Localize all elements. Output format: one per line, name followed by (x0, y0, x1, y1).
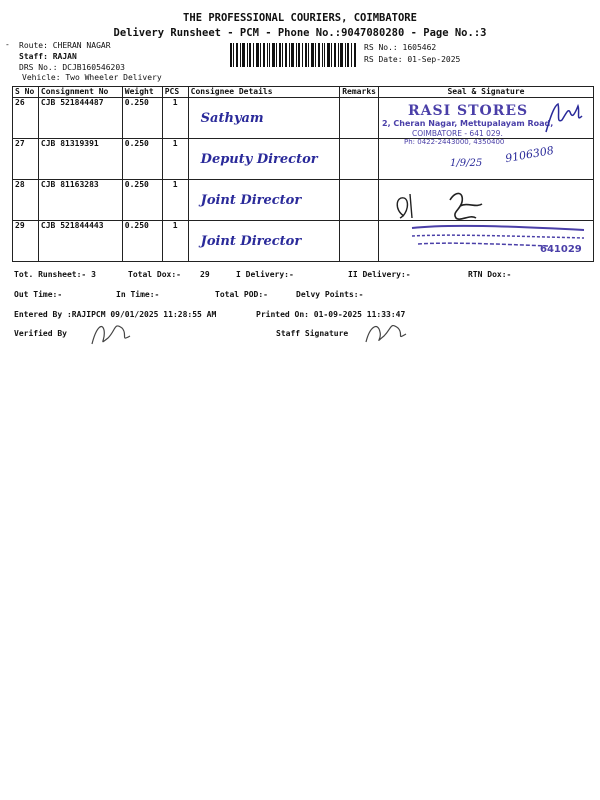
col-header-sno: S No (13, 87, 39, 98)
cell-sno: 27 (13, 139, 39, 180)
cell-consignment: CJB 81163283 (38, 180, 122, 221)
cell-sno: 26 (13, 98, 39, 139)
route-label: Route: CHERAN NAGAR (19, 41, 111, 50)
margin-dash: - (5, 40, 10, 49)
cell-consignment: CJB 521844487 (38, 98, 122, 139)
store-stamp-name: RASI STORES (408, 103, 529, 119)
barcode (230, 43, 358, 67)
col-header-seal-signature: Seal & Signature (378, 87, 593, 98)
cell-weight: 0.250 (122, 139, 162, 180)
staff-label: Staff: RAJAN (19, 52, 77, 61)
rtn-dox: RTN Dox:- (468, 270, 512, 279)
cell-remarks (340, 98, 379, 139)
verified-by: Verified By (14, 329, 67, 338)
delvy-points: Delvy Points:- (296, 290, 364, 299)
entered-by: Entered By :RAJIPCM 09/01/2025 11:28:55 AM (14, 310, 217, 319)
cell-remarks (340, 180, 379, 221)
cell-pcs: 1 (162, 180, 188, 221)
in-time: In Time:- (116, 290, 160, 299)
cell-consignee (188, 139, 340, 180)
consignee-handwriting: Deputy Director (200, 151, 318, 167)
total-pod: Total POD:- (215, 290, 268, 299)
i-delivery: I Delivery:- (236, 270, 294, 279)
signature-row1 (540, 98, 588, 138)
page-title: THE PROFESSIONAL COURIERS, COIMBATORE (183, 12, 417, 24)
col-header-weight: Weight (122, 87, 162, 98)
total-dox-label: Total Dox:- (128, 270, 181, 279)
drs-label: DRS No.: DCJB160546203 (19, 63, 125, 72)
tamil-stamp-pin: 641029 (540, 244, 582, 255)
vehicle-label: Vehicle: Two Wheeler Delivery (22, 73, 162, 82)
cell-sno: 28 (13, 180, 39, 221)
cell-weight: 0.250 (122, 180, 162, 221)
consignee-handwriting: Joint Director (200, 233, 302, 249)
total-dox-value: 29 (200, 270, 210, 279)
verified-signature (86, 318, 136, 350)
cell-sno: 29 (13, 221, 39, 262)
cell-consignment: CJB 81319391 (38, 139, 122, 180)
consignee-handwriting: Sathyam (200, 110, 264, 126)
out-time: Out Time:- (14, 290, 63, 299)
rs-date: RS Date: 01-Sep-2025 (364, 55, 461, 64)
staff-signature (360, 318, 410, 348)
printed-on: Printed On: 01-09-2025 11:33:47 (256, 310, 406, 319)
consignee-handwriting: Joint Director (200, 192, 302, 208)
col-header-consignee: Consignee Details (188, 87, 340, 98)
page-subtitle: Delivery Runsheet - PCM - Phone No.:9047080280 - Page No.:3 (113, 27, 487, 39)
tot-runsheet: Tot. Runsheet:- 3 (14, 270, 96, 279)
handwritten-number: 9106308 (504, 143, 555, 166)
col-header-consignment: Consignment No (38, 87, 122, 98)
cell-remarks (340, 221, 379, 262)
ii-delivery: II Delivery:- (348, 270, 411, 279)
staff-signature-label: Staff Signature (276, 329, 349, 338)
cell-weight: 0.250 (122, 221, 162, 262)
cell-pcs: 1 (162, 221, 188, 262)
col-header-remarks: Remarks (340, 87, 379, 98)
cell-consignee (188, 180, 340, 221)
table-header-row (13, 87, 594, 98)
cell-pcs: 1 (162, 98, 188, 139)
table-row (13, 180, 594, 221)
cell-remarks (340, 139, 379, 180)
cell-pcs: 1 (162, 139, 188, 180)
store-stamp-address: 2, Cheran Nagar, Mettupalayam Road, (382, 119, 554, 128)
cell-consignee (188, 98, 340, 139)
store-stamp-phone: Ph: 0422-2443000, 4350400 (404, 138, 505, 146)
rs-no: RS No.: 1605462 (364, 43, 437, 52)
cell-consignee (188, 221, 340, 262)
cell-weight: 0.250 (122, 98, 162, 139)
col-header-pcs: PCS (162, 87, 188, 98)
handwritten-date: 1/9/25 (450, 158, 483, 169)
cell-consignment: CJB 521844443 (38, 221, 122, 262)
store-stamp-city: COIMBATORE - 641 029. (412, 129, 503, 138)
